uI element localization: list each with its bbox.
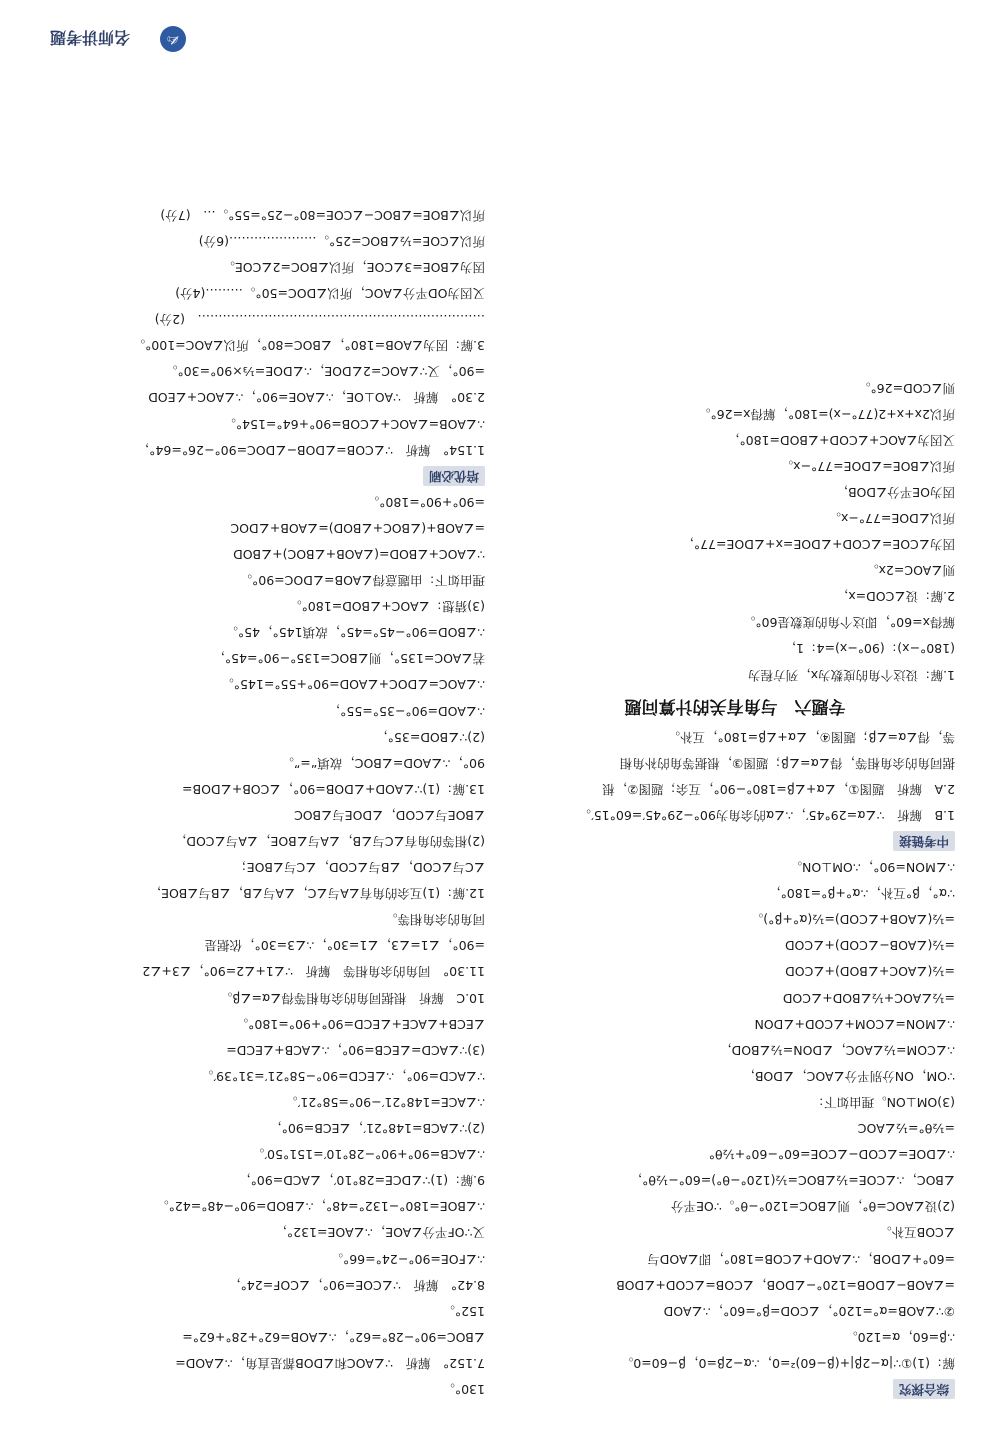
text-line: 又因为∠AOC+∠COD+∠BOD=180°， bbox=[726, 432, 955, 448]
text-line: ∠COB互补。 bbox=[879, 1225, 955, 1241]
text-line: 据同角的余角相等，得∠α=∠β；题图③，根据等角的补角相 bbox=[619, 755, 955, 771]
text-line: 等，得∠α=∠β；题图④，∠α+∠β=180°，互补。 bbox=[667, 729, 955, 745]
text-line: 因为OE平分∠DOB， bbox=[835, 484, 955, 500]
text-line: 10.C 解析 根据同角的余角相等得∠α=∠β。 bbox=[219, 990, 485, 1006]
text-line: =90°+90°=180°。 bbox=[366, 494, 485, 510]
text-line: 若∠AOC=135°，则∠BOC=135°−90°=45°， bbox=[212, 651, 485, 667]
text-line: 2.A 解析 题图①，∠α+∠β=180°−90°，互余；题图②，根 bbox=[602, 781, 955, 797]
text-line: (3)∵∠ACD=∠ECB=90°，∴∠ACB+∠ECD= bbox=[226, 1042, 485, 1058]
text-line: 8.42° 解析 ∵∠COE=90°，∠COF=24°， bbox=[228, 1277, 485, 1293]
text-line: 90°，∴∠AOD=∠BOC，故填“=”。 bbox=[281, 755, 485, 771]
text-line: 理由如下：由题意得∠AOB=∠DOC=90°。 bbox=[239, 573, 485, 589]
text-line: (3)猜想：∠AOC+∠BOD=180°。 bbox=[289, 599, 485, 615]
text-line: 解：(1)①∵|α−2β|+(β−60)²=0，∴α−2β=0，β−60=0。 bbox=[620, 1355, 955, 1371]
text-line: (3)OM⊥ON。理由如下： bbox=[811, 1094, 955, 1110]
text-line: ∵∠AOC+∠BOD=(∠AOB+∠BOC)+∠BOD bbox=[233, 547, 485, 562]
text-line: 1.154° 解析 ∵∠COB=∠DOB−∠DOC=90°−26°=64°， bbox=[136, 442, 485, 458]
text-line: (2)∵∠ACB=148°21′，∠ECB=90°， bbox=[269, 1121, 485, 1137]
text-line: =∠AOB+(∠BOC+∠BOD)=∠AOB+∠DOC bbox=[230, 520, 485, 536]
text-line: ∴∠ACB=90°+90°−28°10′=151°50′。 bbox=[251, 1147, 485, 1163]
text-line: 因为∠BOE=3∠COE，所以∠BOC=2∠COE。 bbox=[222, 259, 485, 275]
text-line: ∠BOC，∴∠COE=½∠BOC=½(120°−θ°)=60°−½θ°， bbox=[629, 1173, 955, 1189]
text-line: 解得x=60°，即这个角的度数是60°。 bbox=[742, 615, 955, 631]
text-line: ∵OM，ON分别平分∠AOC，∠DOB， bbox=[742, 1068, 955, 1084]
text-line: ②∵∠AOB=α°=120°，∠COD=β°=60°，∴∠AOD bbox=[663, 1303, 955, 1319]
text-line: (2)∵∠BOD=35°， bbox=[375, 729, 485, 745]
text-line: 因为∠COE=∠COD+∠DOE=x+∠DOE=77°， bbox=[681, 537, 955, 553]
text-line: 则∠COD=26°。 bbox=[857, 380, 955, 396]
page-header bbox=[50, 18, 950, 58]
left-column bbox=[515, 72, 955, 1402]
text-line: =90°，∠1=∠3，∠1=30°，∴∠3=30°，依据是 bbox=[204, 938, 485, 954]
text-line: ∠C与∠COD，∠B与∠COD，∠C与∠BOE； bbox=[234, 860, 485, 876]
text-line: 2.30° 解析 ∵AO⊥OE，∴∠AOE=90°，∴∠AOC+∠EOD bbox=[148, 390, 485, 406]
text-line: ∴∠MON=90°，∴OM⊥ON。 bbox=[789, 860, 955, 876]
text-line: (2)相等的角有∠C与∠B，∠A与∠BOE，∠A与∠COD， bbox=[173, 834, 485, 850]
text-line: ∴∠FOE=90°−24°=66°。 bbox=[330, 1251, 485, 1267]
text-line: =90°，又∵∠AOC=2∠DOE，∴∠DOE=⅓×90°=30°。 bbox=[164, 364, 485, 380]
text-line: (180°−x)：(90°−x)=4：1， bbox=[783, 641, 955, 657]
text-line: 12.解：(1)互余的角有∠A与∠C，∠A与∠B，∠B与∠BOE， bbox=[148, 886, 485, 902]
text-line: =60°+∠DOB，∴∠AOD+∠COB=180°，即∠AOD与 bbox=[647, 1251, 955, 1267]
brand-logo-icon: ✍ bbox=[160, 26, 186, 52]
text-line: 11.30° 同角的余角相等 解析 ∵∠1+∠2=90°，∠3+∠2 bbox=[142, 964, 485, 980]
text-line: 所以2x+x+2(77°−x)=180°，解得x=26°。 bbox=[697, 406, 955, 422]
text-line: ∵∠ACD=90°，∴∠ECD=90°−58°21′=31°39′。 bbox=[200, 1068, 485, 1084]
section-label: 培优必刷 bbox=[423, 466, 485, 486]
text-line: ∴∠AOB=∠AOC+∠COB=90°+64°=154°。 bbox=[223, 416, 485, 432]
section-row bbox=[515, 828, 955, 854]
text-line: 3.解：因为∠AOB=180°，∠BOC=80°，所以∠AOC=100°。 bbox=[132, 338, 485, 354]
text-line: 所以∠BOE=∠DOE=77°−x。 bbox=[780, 458, 955, 474]
section-title: 专题六 与角有关的计算问题 bbox=[624, 695, 846, 716]
text-line: ∠ECB+∠ACE+∠ECD=90°+90°=180°。 bbox=[235, 1016, 485, 1032]
text-line: (2)设∠AOC=θ°，则∠BOC=120°−θ°。∵OE平分 bbox=[671, 1199, 955, 1215]
text-line: 则∠AOC=2x。 bbox=[866, 563, 955, 579]
text-line: ∴∠BOE=180°−132°=48°，∴∠BOD=90°−48°=42°。 bbox=[156, 1199, 485, 1215]
text-line: ∴∠AOC=∠DOC+∠AOD=90°+55°=145°。 bbox=[221, 677, 485, 693]
text-line: 所以∠BOE=∠BOC−∠COE=80°−25°=55°。… (7分) bbox=[160, 207, 485, 223]
section-row bbox=[45, 463, 485, 489]
text-line: ∴∠AOD=90°−35°=55°， bbox=[327, 703, 485, 719]
text-line: ∠BOC=90°−28°=62°，∴∠AOB=62°+28°+62°= bbox=[182, 1329, 485, 1345]
text-line: 13.解：(1)∵∠AOD+∠DOB=90°，∠COB+∠DOB= bbox=[182, 781, 485, 797]
text-line: =½(∠AOC+∠BOD)+∠COD bbox=[785, 964, 955, 980]
text-line: 又因为OD平分∠AOC，所以∠DOC=50°。………(4分) bbox=[175, 286, 485, 302]
text-line: …………………………………………………………… (2分) bbox=[154, 312, 485, 328]
text-line: 9.解：(1)∵∠DCE=28°10′，∠ACD=90°， bbox=[238, 1173, 485, 1189]
text-line: 2.解：设∠COD=x， bbox=[835, 589, 955, 605]
text-line: 1.解：设这个角的度数为x，列方程为 bbox=[748, 667, 955, 683]
text-line: 所以∠DOE=77°−x。 bbox=[828, 511, 955, 526]
text-line: 152°。 bbox=[442, 1303, 485, 1319]
text-line: ∴β=60，α=120。 bbox=[845, 1329, 955, 1345]
text-line: 7.152° 解析 ∵∠AOC和∠DOB都是直角，∴∠AOD= bbox=[175, 1355, 485, 1371]
text-line: ∴∠BOD=90°−45°=45°，故填145°，45°。 bbox=[225, 625, 485, 641]
text-line: =∠AOB−∠DOB=120°−∠DOB，∠COB=∠COD+∠DOB bbox=[616, 1277, 955, 1293]
text-line: ∴∠ACE=148°21′−90°=58°21′。 bbox=[285, 1094, 485, 1110]
text-line: 又∵OF平分∠AOE，∴∠AOE=132°， bbox=[274, 1225, 485, 1241]
text-line: 同角的余角相等。 bbox=[384, 912, 485, 928]
text-line: 所以∠COE=½∠BOC=25°。…………………(6分) bbox=[198, 233, 485, 249]
text-line: ∴∠COM=½∠AOC，∠DON=½∠BOD， bbox=[719, 1042, 955, 1058]
text-line: =½θ°=½∠AOC bbox=[857, 1121, 955, 1137]
text-line: 1.B 解析 ∵∠α=29°45′，∴∠α的余角为90°−29°45′=60°15′。 bbox=[578, 807, 955, 823]
section-label: 综合探究 bbox=[893, 1379, 955, 1399]
text-line: ∵α°，β°互补，∴α°+β°=180°， bbox=[768, 886, 955, 902]
text-line: =½∠AOC+½∠BOD+∠COD bbox=[782, 990, 955, 1006]
text-line: ∴∠DOE=∠COD−∠COE=60°−60°+½θ° bbox=[708, 1147, 955, 1163]
text-line: ∠BOE与∠COD，∠DOE与∠BOC bbox=[294, 807, 485, 823]
text-line: =½(∠AOB+∠COD)=½(α°+β°)。 bbox=[750, 912, 955, 928]
section-row bbox=[515, 1376, 955, 1402]
text-line: ∴∠MON=∠COM+∠COD+∠DON bbox=[754, 1016, 955, 1032]
text-line: 130°。 bbox=[442, 1382, 485, 1397]
brand-title: 名师讲考题 bbox=[50, 28, 131, 47]
right-column bbox=[45, 72, 485, 1402]
text-line: =½(∠AOB−∠COD)+∠COD bbox=[784, 938, 955, 954]
section-label: 中考链接 bbox=[893, 831, 955, 851]
